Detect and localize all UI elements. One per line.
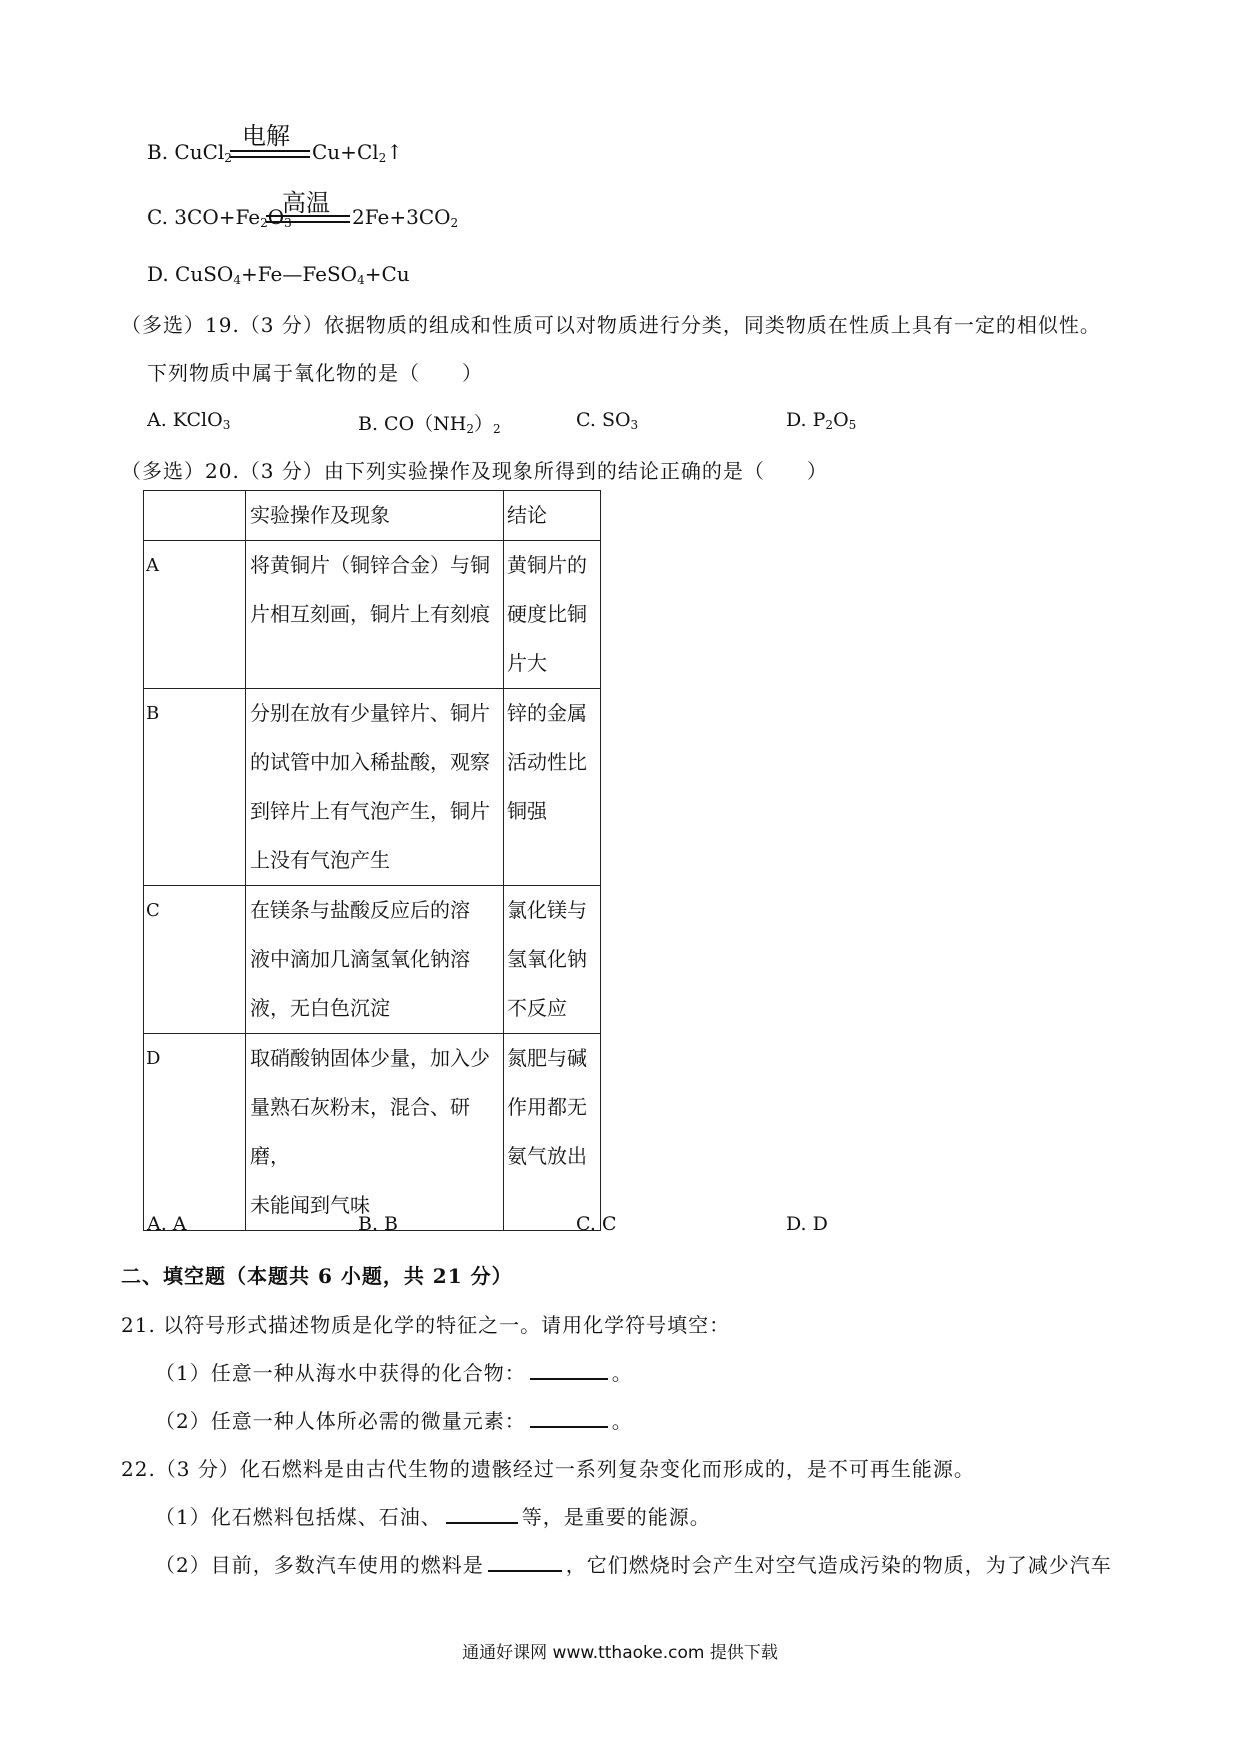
q20-option-a: A. A <box>147 1213 187 1235</box>
q20-option-d: D. D <box>786 1213 828 1235</box>
row-conclusion: 锌的金属 活动性比 铜强 <box>504 689 601 886</box>
row-key: C <box>144 886 246 1034</box>
table-row <box>144 689 601 886</box>
page-footer: 通通好课网 www.tthaoke.com 提供下载 <box>462 1643 778 1663</box>
answer-blank[interactable] <box>530 1408 608 1428</box>
table-row <box>144 541 601 689</box>
row-operation: 取硝酸钠固体少量，加入少 量熟石灰粉末，混合、研磨， 未能闻到气味 <box>246 1034 504 1231</box>
q21-part2: （2）任意一种人体所必需的微量元素： 。 <box>155 1409 633 1433</box>
table-header-operation: 实验操作及现象 <box>246 491 504 541</box>
row-operation: 在镁条与盐酸反应后的溶 液中滴加几滴氢氧化钠溶 液，无白色沉淀 <box>246 886 504 1034</box>
q19-stem-line2: 下列物质中属于氧化物的是（ ） <box>147 361 483 385</box>
q22-stem: 22.（3 分）化石燃料是由古代生物的遗骸经过一系列复杂变化而形成的，是不可再生能源。 <box>121 1457 975 1481</box>
equation-b-rhs: $Cu+Cl_2↑$ <box>312 140 404 165</box>
q22-part1: （1）化石燃料包括煤、石油、 等，是重要的能源。 <box>155 1505 711 1529</box>
equation-c-condition: 高温 <box>282 189 330 217</box>
q20-option-c: C. C <box>576 1213 617 1235</box>
q20-option-b: B. B <box>358 1213 399 1235</box>
equation-c-arrow <box>266 215 350 223</box>
q19-option-a: A. KClO$_3$ <box>147 409 231 432</box>
table-header-blank <box>144 491 246 541</box>
equation-c-rhs: $2Fe+3CO_2$ <box>352 205 459 230</box>
table-header-conclusion: 结论 <box>504 491 601 541</box>
q22-part2: （2）目前，多数汽车使用的燃料是 ，它们燃烧时会产生对空气造成污染的物质，为了减少汽车 <box>155 1553 1112 1577</box>
row-conclusion: 黄铜片的 硬度比铜 片大 <box>504 541 601 689</box>
equation-d: D. CuSO$_4$+Fe—FeSO$_4$+Cu <box>147 262 410 287</box>
q19-option-c: C. $SO_3$ <box>576 409 639 432</box>
q20-stem: （多选）20.（3 分）由下列实验操作及现象所得到的结论正确的是（ ） <box>121 459 828 483</box>
table-row <box>144 1034 601 1231</box>
q19-stem-line1: （多选）19.（3 分）依据物质的组成和性质可以对物质进行分类，同类物质在性质上具有一定的相似性。 <box>121 313 1101 337</box>
equation-b-arrow <box>230 150 310 158</box>
q19-option-d: D. $P_2O_5$ <box>786 409 857 432</box>
row-conclusion: 氯化镁与 氢氧化钠 不反应 <box>504 886 601 1034</box>
table-header-row <box>144 491 601 541</box>
row-key: B <box>144 689 246 886</box>
equation-b-condition: 电解 <box>242 122 290 150</box>
q21-stem: 21. 以符号形式描述物质是化学的特征之一。请用化学符号填空： <box>121 1313 731 1337</box>
answer-blank[interactable] <box>446 1504 518 1524</box>
row-operation: 将黄铜片（铜锌合金）与铜 片相互刻画，铜片上有刻痕 <box>246 541 504 689</box>
row-key: D <box>144 1034 246 1231</box>
row-key: A <box>144 541 246 689</box>
row-conclusion: 氮肥与碱 作用都无 氨气放出 <box>504 1034 601 1231</box>
table-row <box>144 886 601 1034</box>
answer-blank[interactable] <box>488 1552 562 1572</box>
equation-c: C. $3CO+Fe_2O_3$ <box>147 205 292 230</box>
q21-part1: （1）任意一种从海水中获得的化合物： 。 <box>155 1361 633 1385</box>
row-operation: 分别在放有少量锌片、铜片 的试管中加入稀盐酸，观察 到锌片上有气泡产生，铜片 上没有气泡产生 <box>246 689 504 886</box>
experiment-table <box>143 490 601 1231</box>
q19-option-b: B. $CO(NH_2)_2$ <box>358 413 501 436</box>
answer-blank[interactable] <box>530 1360 608 1380</box>
section-2-title: 二、填空题（本题共 6 小题，共 21 分） <box>121 1264 513 1288</box>
equation-b: B. CuCl$_2$ <box>147 140 232 165</box>
